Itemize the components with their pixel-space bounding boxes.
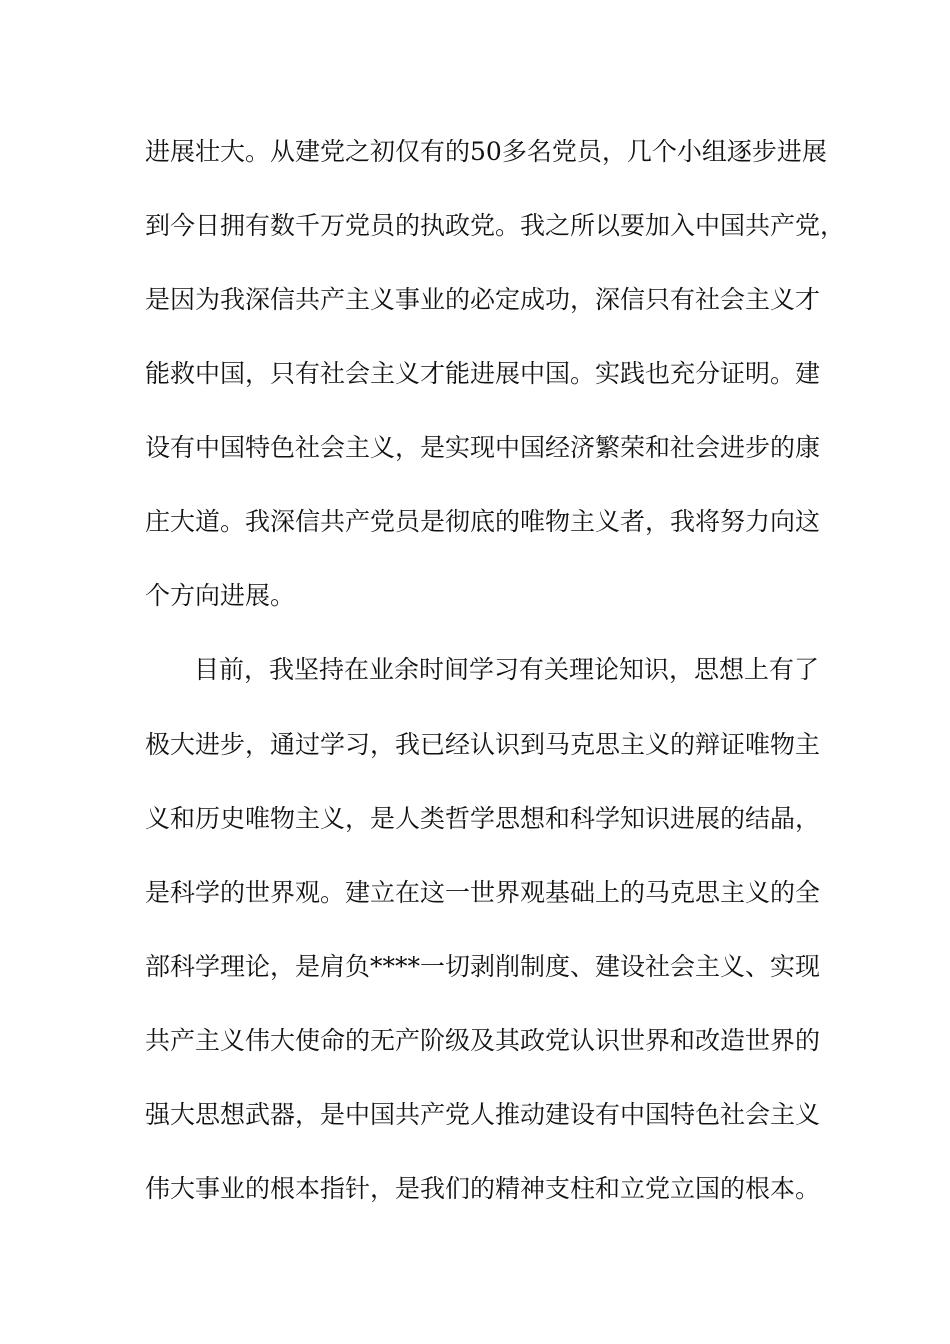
text-line: 伟大事业的根本指针，是我们的精神支柱和立党立国的根本。 <box>145 1174 821 1203</box>
text-line: 强大思想武器，是中国共产党人推动建设有中国特色社会主义 <box>145 1100 821 1129</box>
text-line: 极大进步，通过学习，我已经认识到马克思主义的辩证唯物主 <box>145 730 821 759</box>
text-line: 义和历史唯物主义，是人类哲学思想和科学知识进展的结晶， <box>145 804 821 833</box>
paragraph-first-line: 目前，我坚持在业余时间学习有关理论知识，思想上有了 <box>194 655 820 684</box>
text-line: 庄大道。我深信共产党员是彻底的唯物主义者，我将努力向这 <box>145 507 821 536</box>
text-line: 设有中国特色社会主义，是实现中国经济繁荣和社会进步的康 <box>145 433 821 462</box>
text-line: 进展壮大。从建党之初仅有的50多名党员，几个小组逐步进展 <box>145 137 827 166</box>
text-line: 是因为我深信共产主义事业的必定成功，深信只有社会主义才 <box>145 285 821 314</box>
text-line: 是科学的世界观。建立在这一世界观基础上的马克思主义的全 <box>145 878 821 907</box>
text-line: 个方向进展。 <box>145 581 296 610</box>
text-line: 部科学理论，是肩负****一切剥削制度、建设社会主义、实现 <box>145 952 821 981</box>
text-line: 共产主义伟大使命的无产阶级及其政党认识世界和改造世界的 <box>145 1026 821 1055</box>
text-line: 到今日拥有数千万党员的执政党。我之所以要加入中国共产党， <box>145 211 846 240</box>
text-line: 能救中国，只有社会主义才能进展中国。实践也充分证明。建 <box>145 359 821 388</box>
